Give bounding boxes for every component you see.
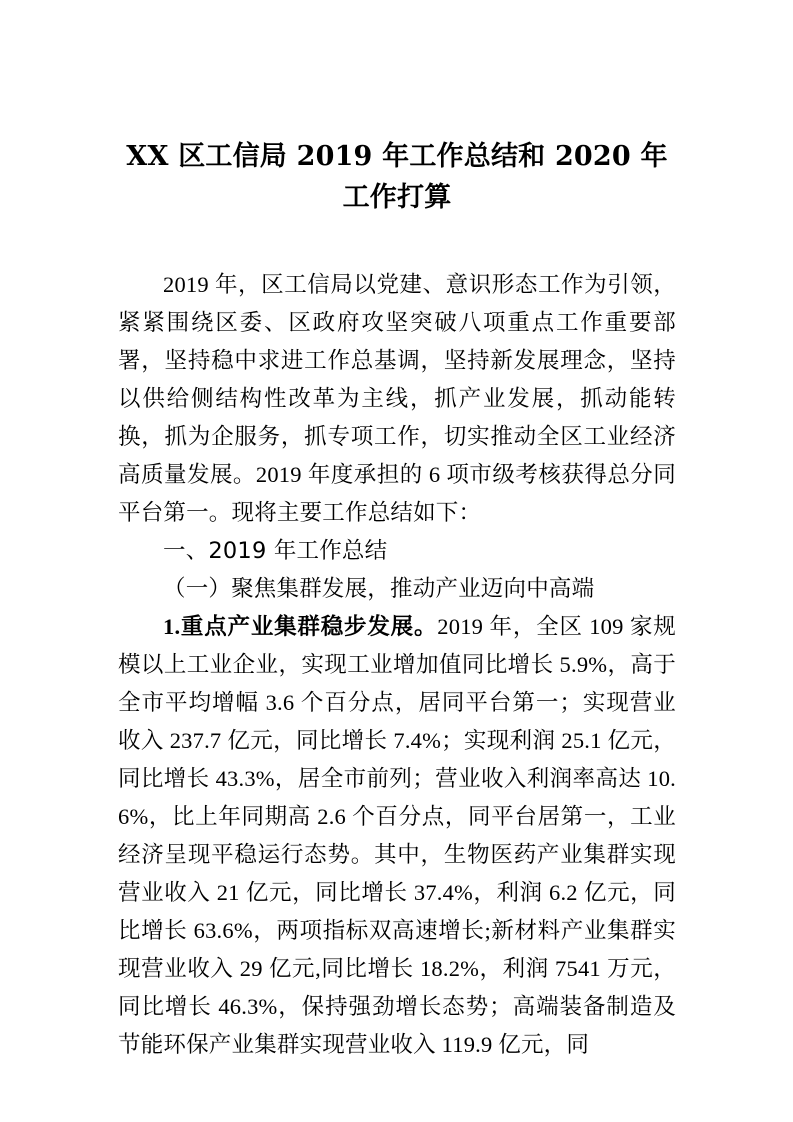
- intro-paragraph: 2019 年，区工信局以党建、意识形态工作为引领，紧紧围绕区委、区政府攻坚突破八项重点工作重要部署，坚持稳中求进工作总基调，坚持新发展理念，坚持以供给侧结构性改革为主线，抓产业发展，抓动能转换，抓为企服务，抓专项工作，切实推动全区工业经济高质量发展。2019 年度承担的 6 项市级考核获得总分同平台第一。现将主要工作总结如下：: [118, 272, 676, 525]
- document-body: [118, 136, 676, 1064]
- heading-level-1: 一、2019 年工作总结: [163, 538, 388, 564]
- heading-level-3: 1.重点产业集群稳步发展。: [163, 614, 438, 639]
- title-body-spacer: [118, 218, 676, 266]
- section-paragraph: [118, 608, 676, 1064]
- heading-level-2: （一）聚焦集群发展，推动产业迈向中高端: [163, 576, 595, 601]
- section-paragraph-text: 2019 年，全区 109 家规模以上工业企业，实现工业增加值同比增长 5.9%，高于全市平均增幅 3.6 个百分点，居同平台第一；实现营业收入 237.7 亿元，同比增长 7.4%；实现利润 25.1 亿元，同比增长 43.3%，居全市前列；营业收入利润率高达 10.6%，比上年同期高 2.6 个百分点，同平台居第一，工业经济呈现平稳运行态势。其中，生物医药产业集群实现营业收入 21 亿元，同比增长 37.4%，利润 6.2 亿元，同比增长 63.6%，两项指标双高速增长;新材料产业集群实现营业收入 29 亿元,同比增长 18.2%，利润 7541 万元，同比增长 46.3%，保持强劲增长态势；高端装备制造及节能环保产业集群实现营业收入 119.9 亿元，同: [118, 614, 676, 1057]
- page-title: XX 区工信局 2019 年工作总结和 2020 年工作打算: [126, 141, 668, 213]
